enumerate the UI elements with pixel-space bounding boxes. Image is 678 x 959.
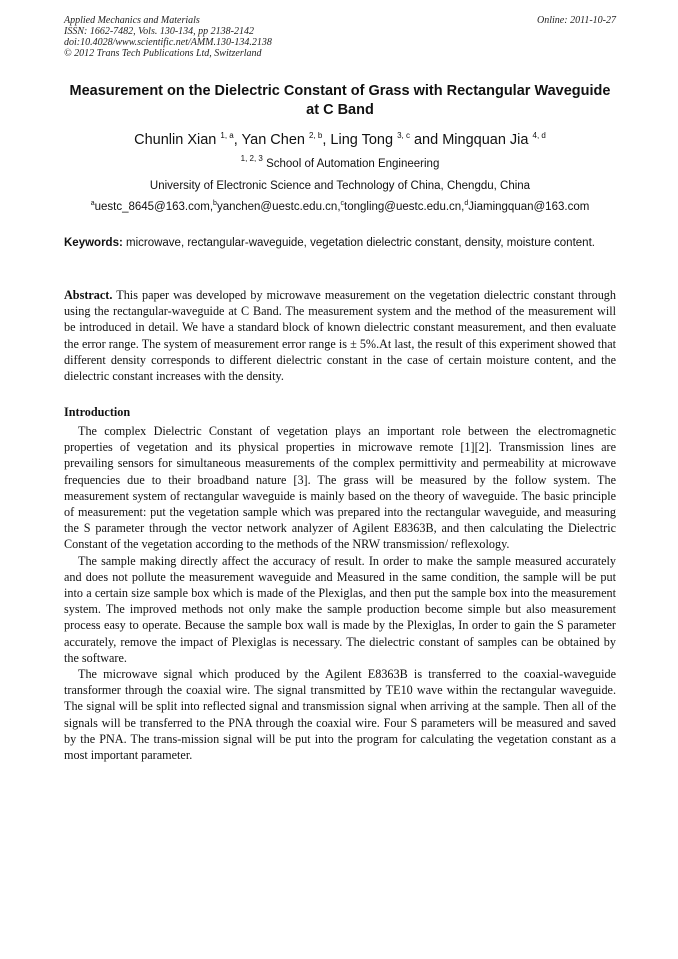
email: $^a$uestc_8645@163.com, [90,200,214,213]
abstract: Abstract. This paper was developed by microwave measurement on the vegetation dielectric constant through using the rectangular-waveguide at C Band. The measurement system and the method of the measurement will be introduced in detail. We have a standard block of known dielectric constant measurement, and then evaluate the error range. The system of measurement error range is ± 5%.At last, the result of this experiment showed that different density corresponds to different dielectric constant in the case of certain moisture content, and the dielectric constant increases with the density. [64,288,616,384]
author-list [64,131,616,149]
paragraph: The sample making directly affect the accuracy of result. In order to make the sample measured accurately and does not pollute the measurement waveguide and Measured in the same condition, the sample will be put into a certain size sample box which is made of the Plexiglas, and then put the sample box into the measurement system. The improved methods not only make the sample production become simple but also measurement process easy to operate. Because the sample box wall is made by the Plexiglas, In order to gain the S parameter accurately, remove the impact of Plexiglas is necessary. The dielectric constant of samples can be obtained by the software. [64,553,616,665]
introduction-body [64,423,616,763]
affiliation-line-1: $^{1, 2, 3}$ School of Automation Engineering [240,154,440,170]
journal-name: Applied Mechanics and Materials [64,15,200,26]
abstract-label: Abstract. [64,288,113,302]
keywords: Keywords: microwave, rectangular-waveguide, vegetation dielectric constant, density, moisture content. [64,237,595,249]
journal-header [64,15,616,59]
journal-copyright: © 2012 Trans Tech Publications Ltd, Switzerland [64,48,262,59]
email: $^b$yanchen@uestc.edu.cn, [213,200,341,213]
paragraph: The complex Dielectric Constant of vegetation plays an important role between the electromagnetic properties of vegetation and its physical properties in microwave remote [1][2]. Transmission lines are prevailing sensors for simultaneous measurements of the complex permittivity and permeability at microwave frequencies due to their broadband nature [3]. The grass will be measured by the follow system. The measurement system of rectangular waveguide is mainly based on the theory of waveguide. The basic principle of measurement: put the vegetation sample which was prepared into the rectangular waveguide, and measuring the S parameter through the vector network analyzer of Agilent E8363B, and then calculating the Dielectric Constant of the vegetation according to the methods of the NRW transmission/ reflexology. [64,424,616,552]
email: $^d$Jiamingquan@163.com [464,200,590,213]
author: Mingquan Jia $^{4, d}$ [442,131,546,148]
journal-issn: ISSN: 1662-7482, Vols. 130-134, pp 2138-2142 [64,26,254,37]
affiliation-line-2: University of Electronic Science and Technology of China, Chengdu, China [149,180,531,192]
keywords-label: Keywords: [64,237,123,249]
author: Yan Chen $^{2, b}$, [241,131,331,148]
author-emails [64,200,616,214]
section-heading-introduction: Introduction [64,405,131,419]
journal-doi: doi:10.4028/www.scientific.net/AMM.130-134.2138 [64,37,272,48]
paragraph: The microwave signal which produced by the Agilent E8363B is transferred to the coaxial-waveguide transformer through the coaxial wire. The signal transmitted by TE10 wave within the rectangular waveguide. The signal will be split into reflected signal and transmission signal when arriving at the sample. Then all of the signals will be transferred to the PNA through the coaxial wire. Four S parameters will be measured and saved by the PNA. The trans-mission signal will be put into the program for calculating the vegetation constant as a most important parameter. [64,667,616,763]
paper-title: Measurement on the Dielectric Constant of Grass with Rectangular Waveguide at C Band [69,83,611,118]
author: Chunlin Xian $^{1, a}$, [134,131,242,148]
online-date: Online: 2011-10-27 [537,15,616,26]
email: $^c$tongling@uestc.edu.cn, [340,200,465,213]
author: Ling Tong $^{3, c}$ and [330,131,443,148]
